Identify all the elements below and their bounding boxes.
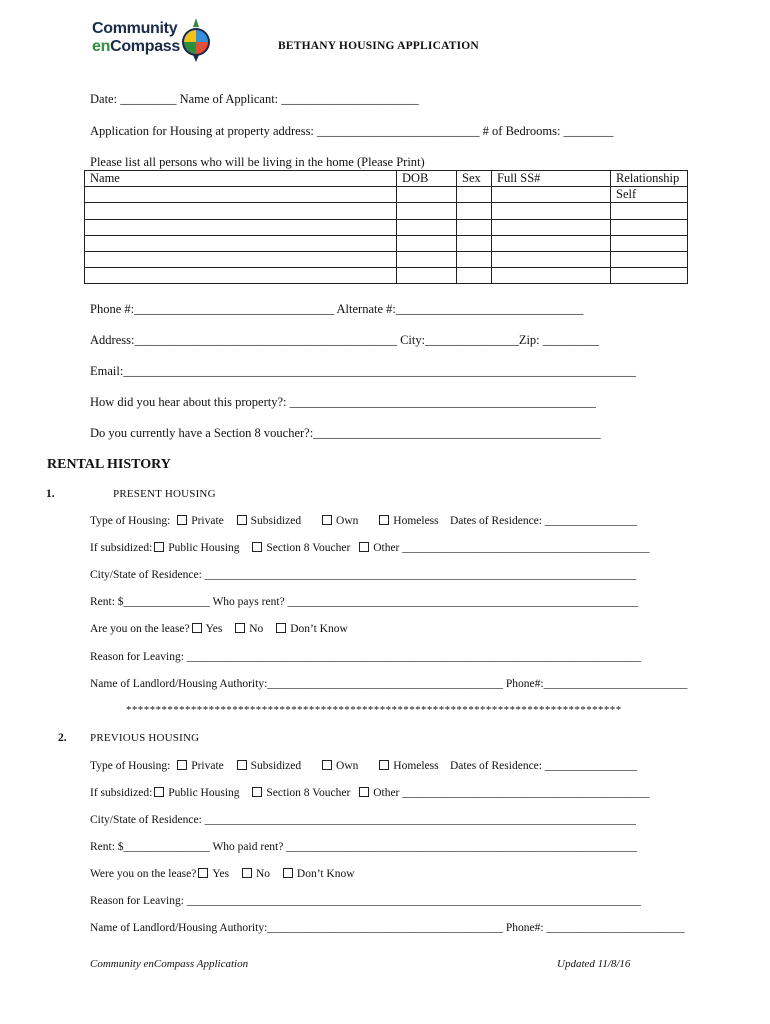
- housing-type-label: Type of Housing:: [90, 515, 171, 527]
- relationship-cell[interactable]: [611, 251, 688, 267]
- table-row[interactable]: [85, 235, 688, 251]
- relationship-cell[interactable]: [611, 203, 688, 219]
- previous-subsidized-row: [90, 787, 650, 799]
- sex-cell[interactable]: [457, 219, 492, 235]
- section8-label: Section 8 Voucher: [266, 787, 351, 799]
- present-landlord-line[interactable]: Name of Landlord/Housing Authority:_________________________________________ Phone#:_________________________: [90, 678, 688, 690]
- organization-logo: [92, 18, 222, 62]
- ssn-cell[interactable]: [492, 268, 611, 284]
- private-option-label: Private: [191, 760, 224, 772]
- name-cell[interactable]: [85, 235, 397, 251]
- name-cell[interactable]: [85, 251, 397, 267]
- section8-checkbox[interactable]: [252, 787, 262, 797]
- previous-reason-for-leaving-line[interactable]: Reason for Leaving: _______________________________________________________________________________: [90, 895, 642, 907]
- public-housing-label: Public Housing: [168, 542, 240, 554]
- previous-landlord-line[interactable]: Name of Landlord/Housing Authority:_________________________________________ Phone#: ________________________: [90, 922, 685, 934]
- dob-cell[interactable]: [397, 251, 457, 267]
- dob-cell[interactable]: [397, 268, 457, 284]
- own-option-label: Own: [336, 760, 359, 772]
- previous-housing-type-row: [90, 760, 439, 772]
- logo-word-encompass: [92, 38, 180, 56]
- logo-word-en: en: [92, 38, 111, 55]
- footer-organization: Community enCompass Application: [90, 958, 249, 970]
- other-blank-line[interactable]: ___________________________________________: [402, 787, 650, 799]
- subsidized-checkbox[interactable]: [237, 760, 247, 770]
- ssn-cell[interactable]: [492, 235, 611, 251]
- section8-checkbox[interactable]: [252, 542, 262, 552]
- relationship-cell[interactable]: [611, 219, 688, 235]
- other-checkbox[interactable]: [359, 787, 369, 797]
- footer-updated-date: Updated 11/8/16: [557, 958, 631, 970]
- column-header-name: Name: [85, 171, 397, 187]
- sex-cell[interactable]: [457, 268, 492, 284]
- present-lease-row: [90, 623, 348, 635]
- subsidized-checkbox[interactable]: [237, 515, 247, 525]
- rental-history-heading: RENTAL HISTORY: [47, 457, 171, 472]
- homeless-option-label: Homeless: [393, 515, 439, 527]
- present-dates-of-residence[interactable]: Dates of Residence: ________________: [450, 515, 637, 527]
- relationship-cell[interactable]: [611, 268, 688, 284]
- present-reason-for-leaving-line[interactable]: Reason for Leaving: _______________________________________________________________________________: [90, 651, 642, 663]
- other-label: Other: [373, 787, 400, 799]
- name-cell[interactable]: [85, 268, 397, 284]
- public-housing-label: Public Housing: [168, 787, 240, 799]
- column-header-sex: Sex: [457, 171, 492, 187]
- dob-cell[interactable]: [397, 203, 457, 219]
- logo-word-compass: Compass: [110, 38, 181, 55]
- lease-yes-checkbox[interactable]: [192, 623, 202, 633]
- sex-cell[interactable]: [457, 203, 492, 219]
- subsidized-option-label: Subsidized: [250, 515, 302, 527]
- private-checkbox[interactable]: [177, 515, 187, 525]
- public-housing-checkbox[interactable]: [154, 542, 164, 552]
- relationship-cell[interactable]: [611, 235, 688, 251]
- section-separator: ************************************************************************************: [126, 704, 622, 716]
- table-row[interactable]: [85, 203, 688, 219]
- own-checkbox[interactable]: [322, 515, 332, 525]
- table-row[interactable]: [85, 251, 688, 267]
- subsidized-label: If subsidized:: [90, 787, 153, 799]
- own-checkbox[interactable]: [322, 760, 332, 770]
- present-housing-title: PRESENT HOUSING: [113, 488, 216, 500]
- other-label: Other: [373, 542, 400, 554]
- ssn-cell[interactable]: [492, 203, 611, 219]
- own-option-label: Own: [336, 515, 359, 527]
- ssn-cell[interactable]: [492, 219, 611, 235]
- household-table-header-row: [85, 171, 688, 187]
- previous-lease-row: [90, 868, 355, 880]
- name-cell[interactable]: [85, 203, 397, 219]
- table-row[interactable]: [85, 219, 688, 235]
- sex-cell[interactable]: [457, 251, 492, 267]
- previous-rent-line[interactable]: Rent: $_______________ Who paid rent? _____________________________________________________________: [90, 841, 637, 853]
- ssn-cell[interactable]: [492, 251, 611, 267]
- private-checkbox[interactable]: [177, 760, 187, 770]
- present-city-state-line[interactable]: City/State of Residence: ___________________________________________________________________________: [90, 569, 636, 581]
- column-header-relationship: Relationship: [611, 171, 688, 187]
- lease-dont-know-checkbox[interactable]: [276, 623, 286, 633]
- household-members-table: [84, 170, 688, 284]
- name-cell[interactable]: [85, 219, 397, 235]
- table-row[interactable]: [85, 268, 688, 284]
- referral-source-line[interactable]: How did you hear about this property?: _________________________________________________: [90, 395, 596, 409]
- other-checkbox[interactable]: [359, 542, 369, 552]
- dob-cell[interactable]: [397, 235, 457, 251]
- homeless-checkbox[interactable]: [379, 515, 389, 525]
- lease-dont-know-checkbox[interactable]: [283, 868, 293, 878]
- lease-no-label: No: [249, 623, 264, 635]
- lease-yes-label: Yes: [205, 623, 223, 635]
- section-number-present: 1.: [46, 488, 55, 500]
- public-housing-checkbox[interactable]: [154, 787, 164, 797]
- date-applicant-name-line[interactable]: Date: _________ Name of Applicant: ______________________: [90, 92, 419, 106]
- lease-label: Were you on the lease?: [90, 868, 197, 880]
- present-subsidized-row: [90, 542, 650, 554]
- lease-dont-know-label: Don’t Know: [290, 623, 348, 635]
- lease-label: Are you on the lease?: [90, 623, 190, 635]
- address-city-zip-line[interactable]: Address:__________________________________________ City:_______________Zip: _________: [90, 333, 600, 347]
- dob-cell[interactable]: [397, 187, 457, 203]
- lease-no-label: No: [255, 868, 271, 880]
- subsidized-label: If subsidized:: [90, 542, 153, 554]
- homeless-option-label: Homeless: [393, 760, 439, 772]
- dob-cell[interactable]: [397, 219, 457, 235]
- previous-housing-title: PREVIOUS HOUSING: [90, 732, 200, 744]
- sex-cell[interactable]: [457, 187, 492, 203]
- section-number-previous: 2.: [58, 732, 67, 744]
- property-address-bedrooms-line[interactable]: Application for Housing at property address: __________________________ # of Bedrooms: ________: [90, 124, 614, 138]
- present-rent-line[interactable]: Rent: $_______________ Who pays rent? _____________________________________________________________: [90, 596, 639, 608]
- phone-alternate-line[interactable]: Phone #:________________________________ Alternate #:______________________________: [90, 302, 584, 316]
- section8-label: Section 8 Voucher: [266, 542, 351, 554]
- column-header-ssn: Full SS#: [492, 171, 611, 187]
- email-line[interactable]: Email:__________________________________________________________________________________: [90, 364, 636, 378]
- name-cell[interactable]: [85, 187, 397, 203]
- lease-yes-checkbox[interactable]: [198, 868, 208, 878]
- lease-no-checkbox[interactable]: [242, 868, 252, 878]
- logo-word-community: Community: [92, 20, 178, 37]
- lease-no-checkbox[interactable]: [235, 623, 245, 633]
- housing-type-label: Type of Housing:: [90, 760, 171, 772]
- compass-icon: [176, 18, 216, 62]
- private-option-label: Private: [191, 515, 224, 527]
- column-header-dob: DOB: [397, 171, 457, 187]
- ssn-cell[interactable]: [492, 187, 611, 203]
- subsidized-option-label: Subsidized: [250, 760, 302, 772]
- lease-dont-know-label: Don’t Know: [296, 868, 355, 880]
- homeless-checkbox[interactable]: [379, 760, 389, 770]
- other-blank-line[interactable]: ___________________________________________: [402, 542, 650, 554]
- household-instruction: Please list all persons who will be living in the home (Please Print): [90, 155, 425, 169]
- table-row[interactable]: [85, 187, 688, 203]
- lease-yes-label: Yes: [212, 868, 230, 880]
- relationship-cell: Self: [611, 187, 688, 203]
- previous-city-state-line[interactable]: City/State of Residence: ___________________________________________________________________________: [90, 814, 636, 826]
- section8-voucher-line[interactable]: Do you currently have a Section 8 voucher?:______________________________________________: [90, 426, 601, 440]
- previous-dates-of-residence[interactable]: Dates of Residence: ________________: [450, 760, 637, 772]
- page-title: BETHANY HOUSING APPLICATION: [278, 40, 479, 52]
- present-housing-type-row: [90, 515, 439, 527]
- sex-cell[interactable]: [457, 235, 492, 251]
